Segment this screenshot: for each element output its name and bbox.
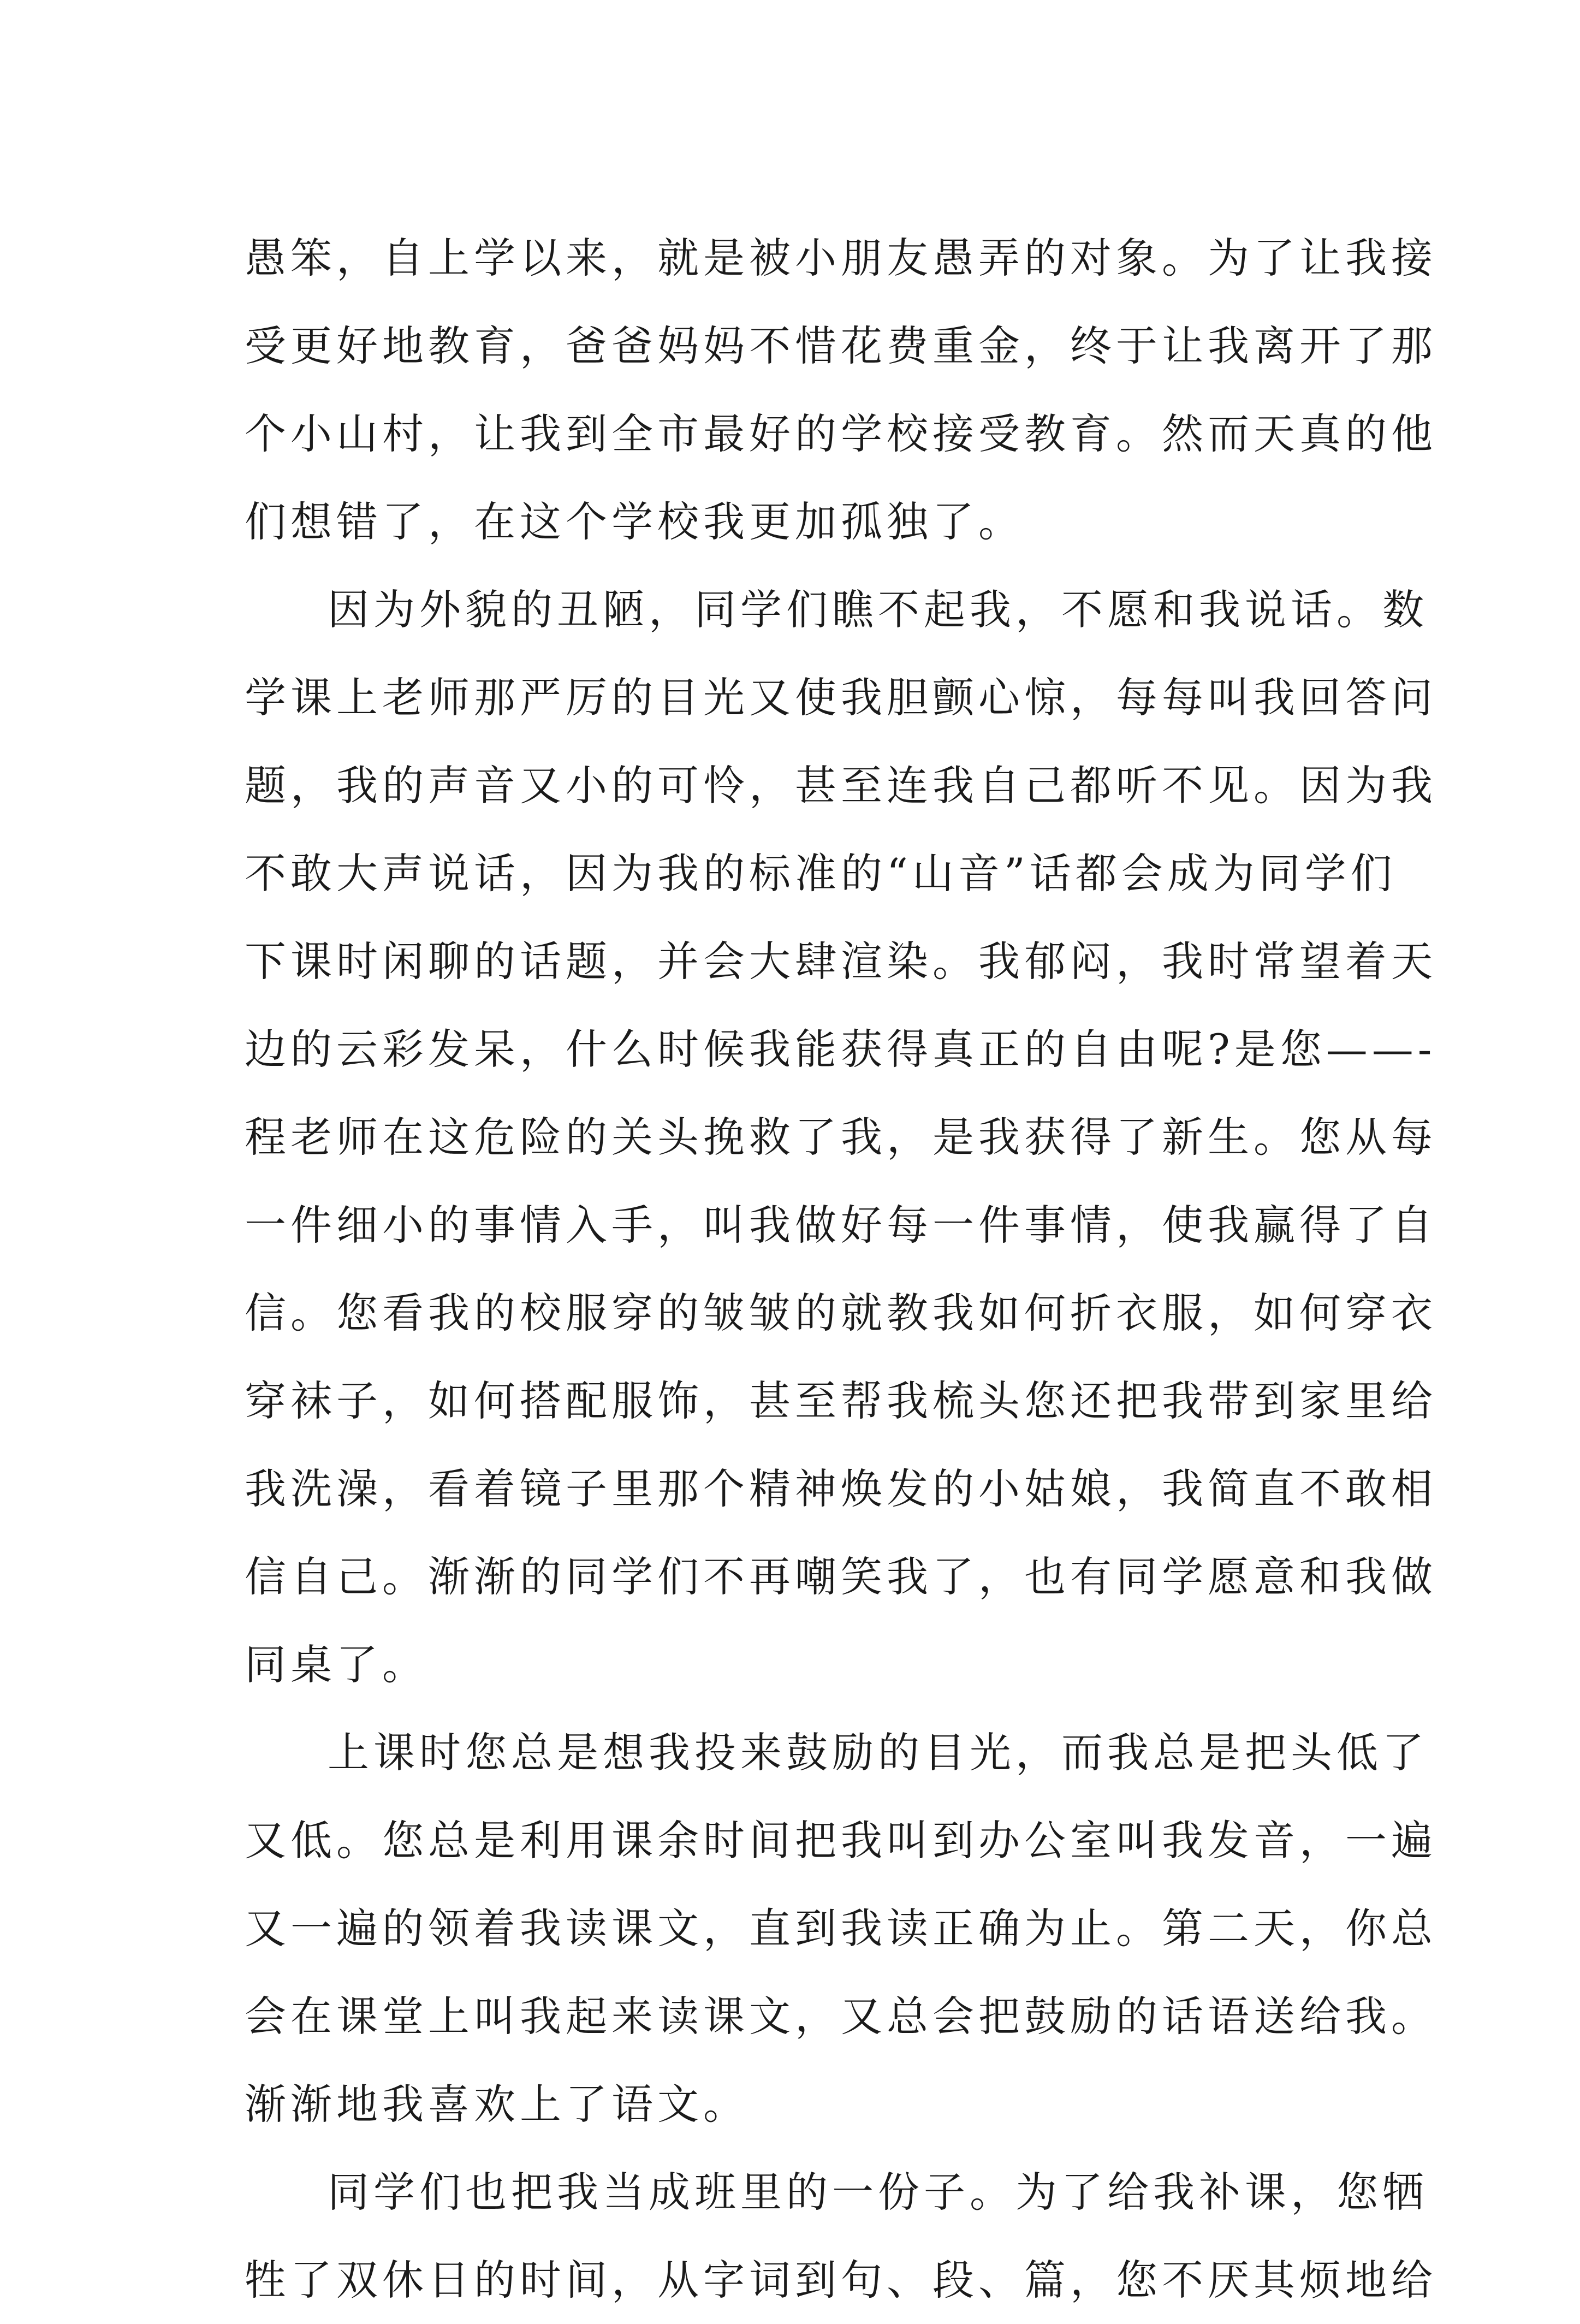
text-line: 渐渐地我喜欢上了语文。 (245, 2080, 749, 2129)
text-line: 信。您看我的校服穿的皱皱的就教我如何折衣服，如何穿衣 (245, 1289, 1437, 1337)
text-line: 下课时闲聊的话题，并会大肆渲染。我郁闷，我时常望着天 (245, 937, 1437, 986)
text-line: 学课上老师那严厉的目光又使我胆颤心惊，每每叫我回答问 (245, 673, 1437, 722)
text-line: 同学们也把我当成班里的一份子。为了给我补课，您牺 (328, 2168, 1428, 2216)
text-line: 上课时您总是想我投来鼓励的目光，而我总是把头低了 (328, 1728, 1428, 1777)
text-line: 一件细小的事情入手，叫我做好每一件事情，使我赢得了自 (245, 1201, 1437, 1249)
text-line: 我洗澡，看着镜子里那个精神焕发的小姑娘，我简直不敢相 (245, 1465, 1437, 1513)
text-line: 同桌了。 (245, 1640, 428, 1689)
text-line: 受更好地教育，爸爸妈妈不惜花费重金，终于让我离开了那 (245, 322, 1437, 370)
text-line: 不敢大声说话，因为我的标准的“山音”话都会成为同学们 (245, 849, 1397, 898)
text-line: 会在课堂上叫我起来读课文，又总会把鼓励的话语送给我。 (245, 1992, 1437, 2041)
text-line: 因为外貌的丑陋，同学们瞧不起我，不愿和我说话。数 (328, 585, 1428, 634)
text-line: 愚笨，自上学以来，就是被小朋友愚弄的对象。为了让我接 (245, 234, 1437, 282)
text-line: 们想错了，在这个学校我更加孤独了。 (245, 497, 1024, 546)
text-line: 穿袜子，如何搭配服饰，甚至帮我梳头您还把我带到家里给 (245, 1377, 1437, 1425)
text-line: 题，我的声音又小的可怜，甚至连我自己都听不见。因为我 (245, 761, 1437, 810)
text-line: 又一遍的领着我读课文，直到我读正确为止。第二天，你总 (245, 1904, 1437, 1953)
text-line: 程老师在这危险的关头挽救了我，是我获得了新生。您从每 (245, 1113, 1437, 1161)
text-line: 牲了双休日的时间，从字词到句、段、篇，您不厌其烦地给 (245, 2256, 1437, 2304)
text-line: 又低。您总是利用课余时间把我叫到办公室叫我发音，一遍 (245, 1816, 1437, 1865)
text-line: 边的云彩发呆，什么时候我能获得真正的自由呢?是您——- (245, 1025, 1436, 1074)
text-line: 信自己。渐渐的同学们不再嘲笑我了，也有同学愿意和我做 (245, 1552, 1437, 1601)
body-text (245, 214, 1437, 2324)
text-line: 个小山村，让我到全市最好的学校接受教育。然而天真的他 (245, 410, 1437, 458)
